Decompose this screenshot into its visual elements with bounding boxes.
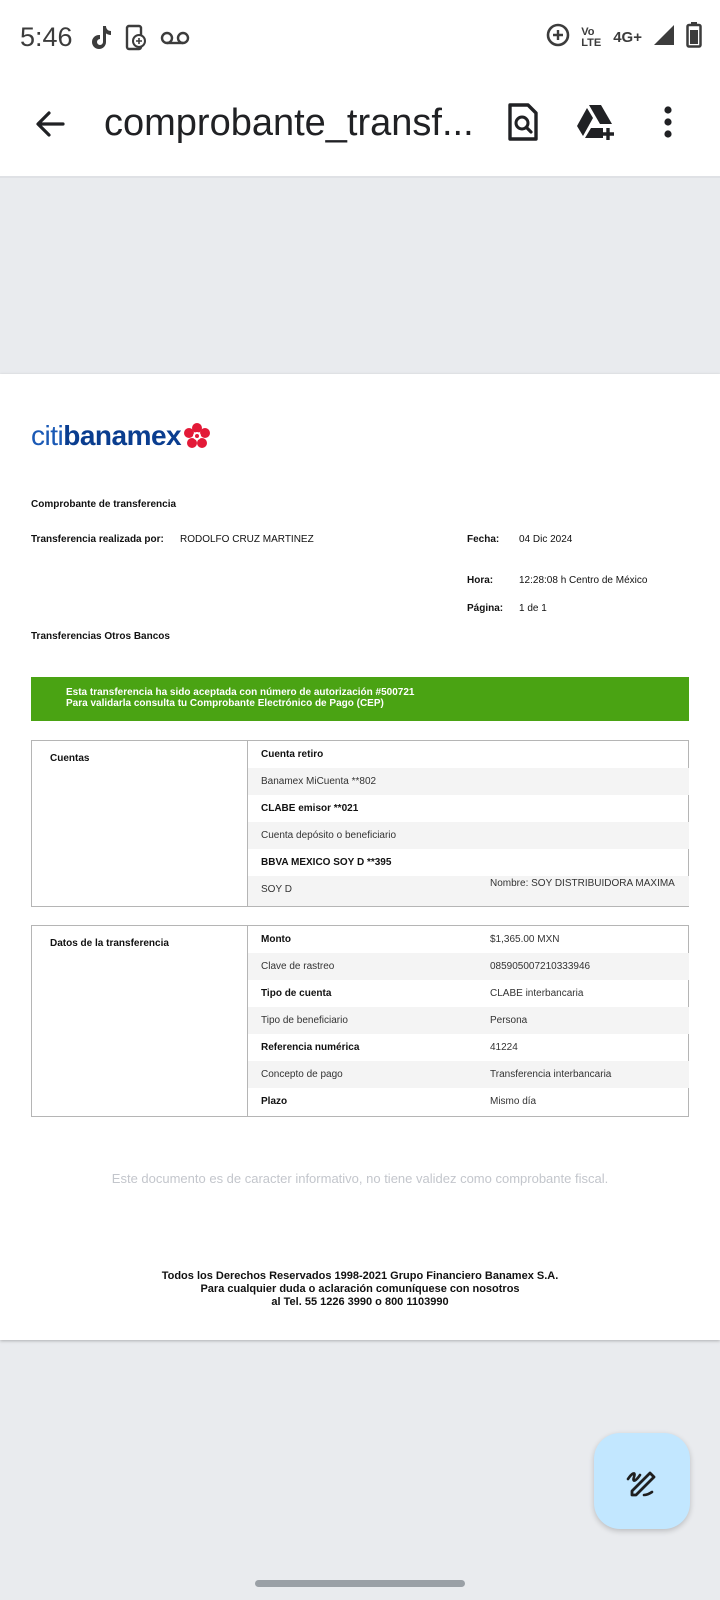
accounts-table — [31, 740, 689, 907]
table-row: Cuenta retiro — [261, 749, 324, 760]
back-arrow-icon — [33, 107, 67, 141]
made-by-label: Transferencia realizada por: — [31, 534, 164, 545]
document-heading: Comprobante de transferencia — [31, 499, 177, 510]
authorization-banner — [31, 677, 689, 721]
signal-icon — [652, 23, 676, 52]
battery-icon — [686, 22, 702, 53]
network-type: 4G+ — [613, 29, 642, 46]
table-row: Monto $1,365.00 MXN — [261, 934, 560, 945]
table-row: Cuenta depósito o beneficiario — [248, 822, 689, 849]
drive-add-button[interactable] — [574, 98, 622, 146]
status-left-icons — [88, 24, 190, 57]
table-row: Plazo Mismo día — [261, 1096, 537, 1107]
made-by-value: RODOLFO CRUZ MARTINEZ — [180, 534, 314, 545]
voicemail-icon — [160, 28, 190, 53]
phone-sync-icon — [124, 24, 148, 57]
edit-pen-icon — [622, 1461, 662, 1501]
transfer-table — [31, 925, 689, 1117]
table-row: Referencia numérica 41224 — [261, 1042, 518, 1053]
back-button[interactable] — [28, 102, 72, 146]
time-label: Hora: — [467, 575, 494, 586]
pdf-viewer[interactable] — [0, 178, 720, 1600]
document-title: comprobante_transf... — [104, 102, 474, 144]
drive-add-icon — [575, 102, 621, 142]
volte-indicator: Vo LTE — [581, 25, 602, 49]
edit-fab-button[interactable] — [594, 1433, 690, 1529]
tiktok-icon — [88, 24, 112, 57]
status-bar — [0, 0, 720, 80]
more-options-button[interactable] — [644, 98, 692, 146]
table-row: BBVA MEXICO SOY D **395 — [261, 857, 392, 868]
search-document-icon — [506, 102, 540, 142]
footer-line-1: Todos los Derechos Reservados 1998-2021 Grupo Financiero Banamex S.A. — [161, 1270, 559, 1282]
time-value: 12:28:08 h Centro de México — [519, 575, 648, 586]
data-saver-icon — [545, 22, 571, 53]
table-row: Tipo de beneficiario Persona — [248, 1007, 689, 1034]
footer-line-2: Para cualquier duda o aclaración comuníquese con nosotros — [200, 1283, 520, 1295]
disclaimer-text: Este documento es de caracter informativo, no tiene validez como comprobante fiscal. — [111, 1171, 609, 1186]
page-value: 1 de 1 — [519, 603, 547, 614]
table-row: SOY D Nombre: SOY DISTRIBUIDORA MAXIMA — [248, 876, 689, 906]
table-row: Clave de rastreo 085905007210333946 — [248, 953, 689, 980]
date-value: 04 Dic 2024 — [519, 534, 573, 545]
accounts-title: Cuentas — [50, 753, 90, 764]
banner-line-1: Esta transferencia ha sido aceptada con número de autorización #500721 — [66, 687, 415, 698]
date-label: Fecha: — [467, 534, 500, 545]
table-row: Concepto de pago Transferencia interbancaria — [248, 1061, 689, 1088]
app-bar — [0, 80, 720, 178]
status-right-icons — [545, 22, 702, 53]
footer — [0, 1270, 720, 1309]
search-document-button[interactable] — [499, 98, 547, 146]
banamex-logo: citibanamex — [31, 420, 211, 452]
banamex-flower-icon — [183, 422, 211, 450]
pdf-page — [0, 374, 720, 1340]
table-row: CLABE emisor **021 — [261, 803, 359, 814]
more-vert-icon — [663, 105, 673, 139]
banner-line-2: Para validarla consulta tu Comprobante Electrónico de Pago (CEP) — [66, 698, 384, 709]
home-indicator[interactable] — [255, 1580, 465, 1587]
table-row: Banamex MiCuenta **802 — [248, 768, 689, 795]
transfer-title: Datos de la transferencia — [50, 938, 169, 949]
status-time: 5:46 — [20, 22, 73, 52]
page-label: Página: — [467, 603, 504, 614]
section-title: Transferencias Otros Bancos — [31, 631, 170, 642]
footer-line-3: al Tel. 55 1226 3990 o 800 1103990 — [271, 1296, 449, 1308]
table-row: Tipo de cuenta CLABE interbancaria — [261, 988, 584, 999]
